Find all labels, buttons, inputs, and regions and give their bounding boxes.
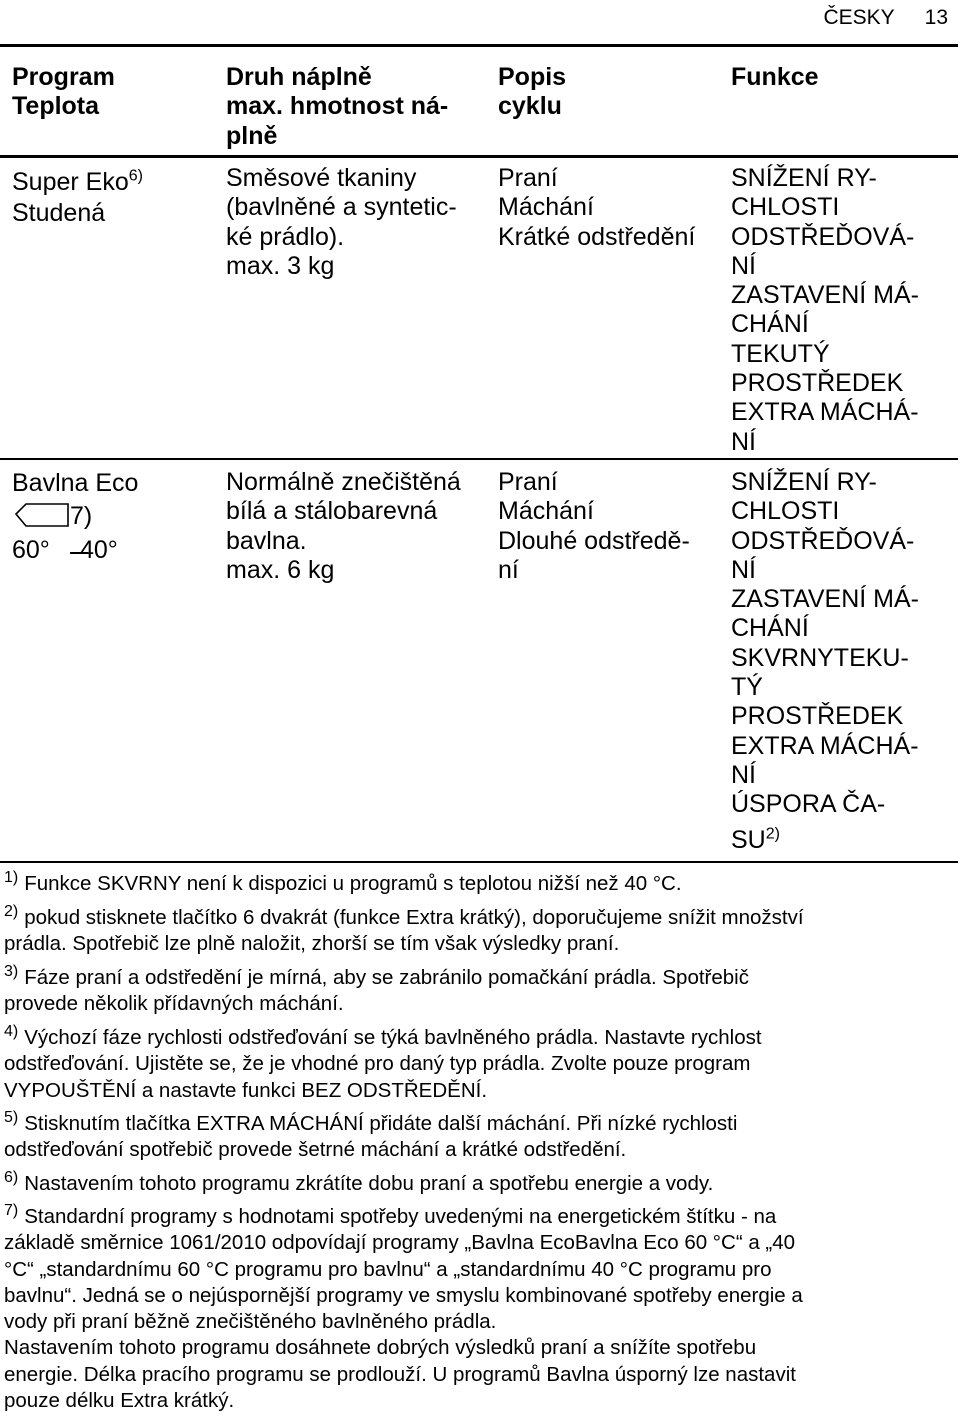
- footnote-ref: 6): [128, 167, 143, 185]
- header-cycle: Popis cyklu: [498, 63, 567, 121]
- footnote-text: Fáze praní a odstředění je mírná, aby se zabránilo pomačkání prádla. Spotřebič provede několik přídavných máchání.: [4, 966, 749, 1016]
- footnote-mark: 1): [4, 869, 19, 887]
- row-rule: [0, 458, 958, 460]
- language-label: ČESKY: [823, 6, 895, 29]
- load-description: Normálně znečištěná bílá a stálobarevná bavlna. max. 6 kg: [226, 468, 461, 584]
- table-top-rule: [0, 44, 958, 47]
- footnote-mark: 7): [4, 1202, 19, 1220]
- function-text: SU: [731, 826, 766, 854]
- cycle-description: Praní Máchání Krátké odstředění: [498, 164, 696, 251]
- table-bottom-rule: [0, 861, 958, 863]
- footnote-text: Nastavením tohoto programu zkrátíte dobu praní a spotřebu energie a vody.: [24, 1172, 714, 1195]
- program-name: Super Eko: [12, 168, 129, 196]
- footnote-4: [4, 1025, 949, 1104]
- footnote-mark: 3): [4, 963, 19, 981]
- page-header: [823, 6, 948, 30]
- header-load: Druh náplně max. hmotnost ná- plně: [226, 63, 449, 150]
- footnote-3: [4, 965, 949, 1018]
- temperature-to: 40°: [80, 536, 118, 564]
- footnote-mark: 6): [4, 1169, 19, 1187]
- footnote-7: [4, 1204, 949, 1414]
- footnote-mark: 5): [4, 1109, 19, 1127]
- footnote-mark: 2): [4, 903, 19, 921]
- footnote-text: Funkce SKVRNY není k dispozici u programů s teplotou nižší než 40 °C.: [24, 872, 682, 895]
- header-rule: [0, 155, 958, 158]
- footnote-mark: 4): [4, 1023, 19, 1041]
- cycle-description: Praní Máchání Dlouhé odstředě- ní: [498, 468, 690, 584]
- functions-last-line: [731, 826, 780, 855]
- footnote-2: [4, 905, 949, 958]
- footnote-text: Výchozí fáze rychlosti odstřeďování se týká bavlněného prádla. Nastavte rychlost odstřeďování. Ujistěte se, že je vhodné pro daný typ prádla. Zvolte pouze program VYPOUŠTĚNÍ a nastavte funkci BEZ ODSTŘEDĚNÍ.: [4, 1026, 762, 1102]
- program-super-eko: [12, 168, 143, 197]
- footnote-text: Stisknutím tlačítka EXTRA MÁCHÁNÍ přidáte další máchání. Při nízké rychlosti odstřeďování spotřebič provede šetrné máchání a krátké odstředění.: [4, 1112, 738, 1162]
- footnote-5: [4, 1111, 949, 1164]
- footnote-ref: 2): [765, 825, 780, 843]
- program-temperature: Studená: [12, 199, 106, 227]
- footnote-text: pokud stisknete tlačítko 6 dvakrát (funkce Extra krátký), doporučujeme snížit množství prádla. Spotřebič lze plně naložit, zhorší se tím však výsledky praní.: [4, 906, 804, 956]
- footnote-1: [4, 871, 949, 897]
- header-program: Program Teplota: [12, 63, 115, 121]
- program-bavlna-eco: Bavlna Eco: [12, 469, 139, 497]
- functions-list: SNÍŽENÍ RY- CHLOSTI ODSTŘEĎOVÁ- NÍ ZASTAVENÍ MÁ- CHÁNÍ SKVRNYTEKU- TÝ PROSTŘEDEK EXTRA MÁCHÁ- NÍ ÚSPORA ČA-: [731, 468, 919, 819]
- page-number: 13: [924, 6, 948, 29]
- eco-icon: [14, 502, 70, 533]
- load-description: Směsové tkaniny (bavlněné a syntetic- ké prádlo). max. 3 kg: [226, 164, 457, 280]
- footnote-text: Standardní programy s hodnotami spotřeby uvedenými na energetickém štítku - na základě směrnice 1061/2010 odpovídají programy „Bavlna EcoBavlna Eco 60 °C“ a „40 °C“ „standardnímu 60 °C programu pro bavlnu“ a „standardnímu 40 °C programu pro bavlnu“. Jedná se o nejúspornější programy ve smyslu kombinované spotřeby energie a vody při praní běžně znečištěného bavlněného prádla. Nastavením tohoto programu dosáhnete dobrých výsledků praní a snížíte spotřebu energie. Délka pracího programu se prodlouží. U programů Bavlna úsporný lze nastavit pouze délku Extra krátký.: [4, 1205, 803, 1413]
- footnote-6: [4, 1171, 949, 1197]
- functions-list: SNÍŽENÍ RY- CHLOSTI ODSTŘEĎOVÁ- NÍ ZASTAVENÍ MÁ- CHÁNÍ TEKUTÝ PROSTŘEDEK EXTRA MÁCHÁ- NÍ: [731, 164, 919, 456]
- temperature-from: 60°: [12, 536, 50, 564]
- header-functions: Funkce: [731, 63, 819, 91]
- footnote-ref: 7): [70, 502, 93, 530]
